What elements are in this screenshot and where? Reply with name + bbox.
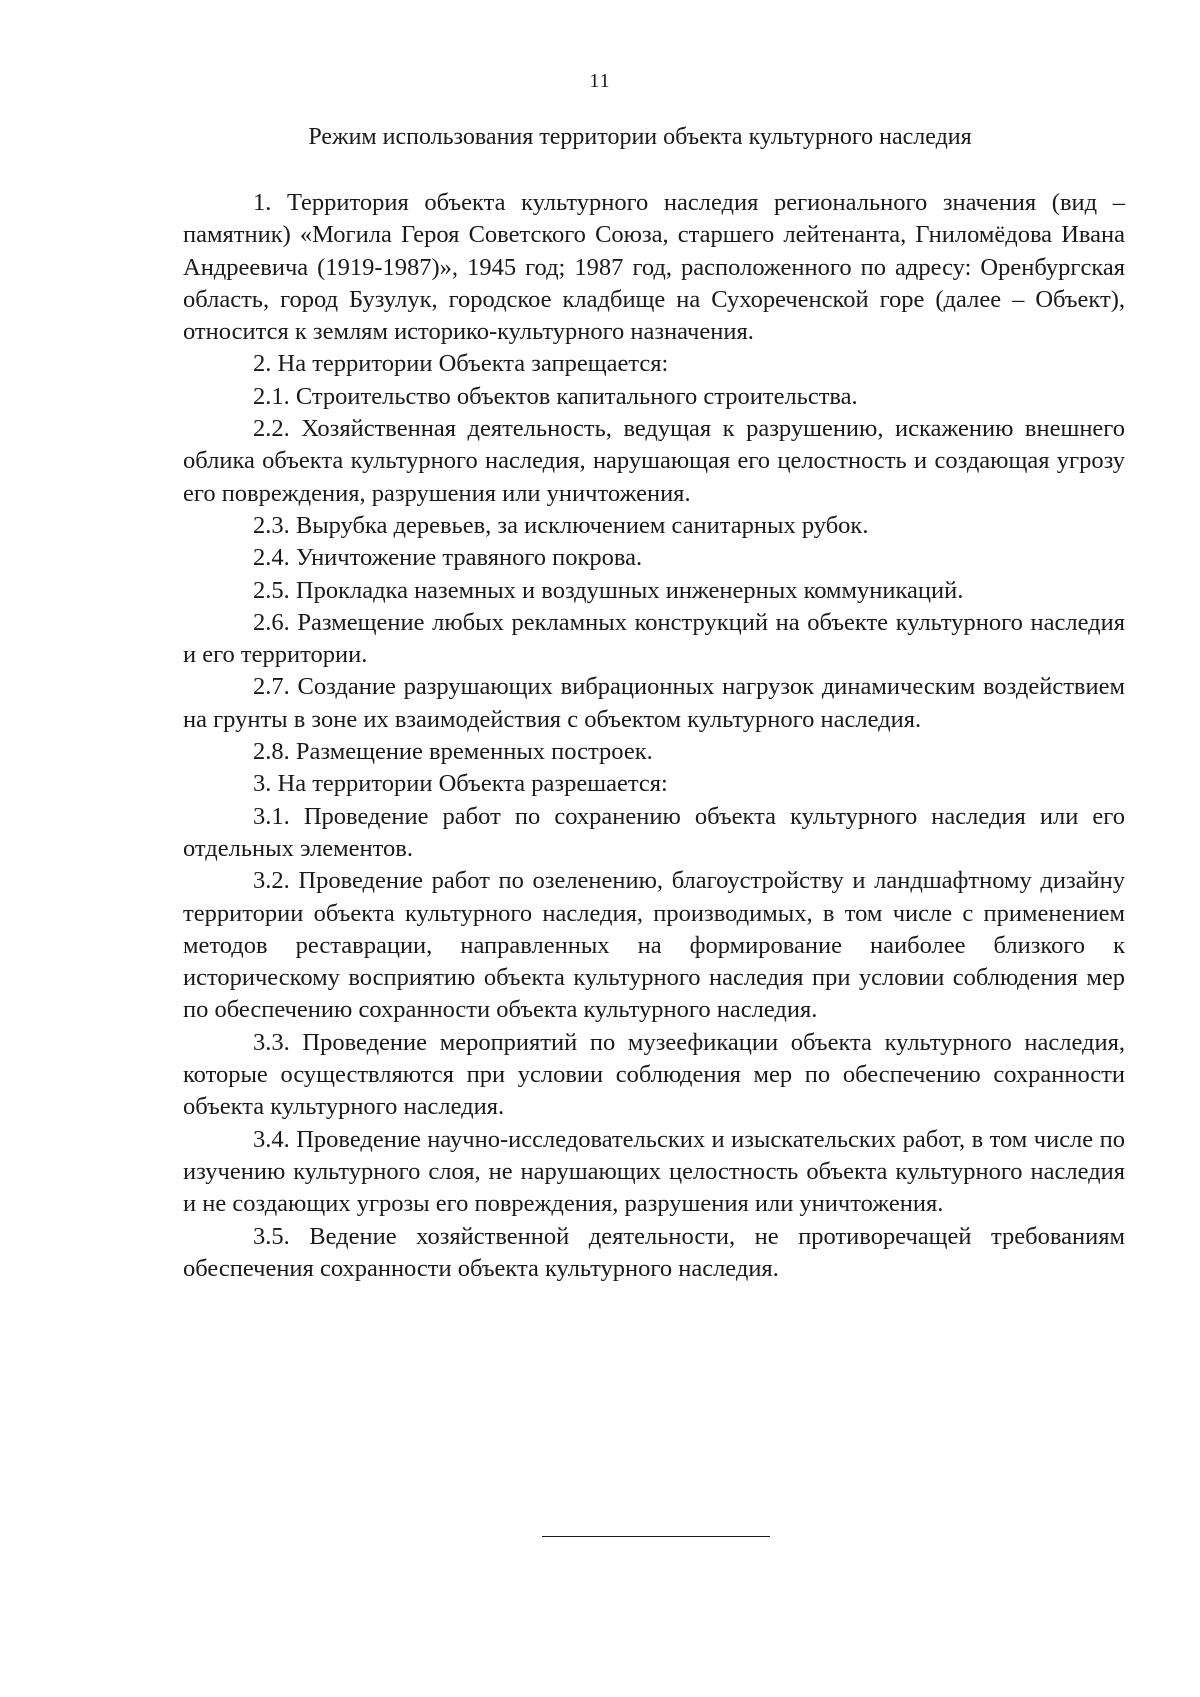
document-body [183, 187, 1125, 1285]
paragraph-2: 2. На территории Объекта запрещается: [253, 350, 669, 378]
page-number: 11 [589, 70, 611, 92]
footer-divider [542, 1536, 770, 1537]
paragraph-3-1: 3.1. Проведение работ по сохранению объекта культурного наследия или его отдельных элементов. [183, 802, 1125, 862]
paragraph-3-2: 3.2. Проведение работ по озеленению, благоустройству и ландшафтному дизайну территории объекта культурного наследия, производимых, в том числе с применением методов реставрации, направленных на формирование наиболее близкого к историческому восприятию объекта культурного наследия при условии соблюдения мер по обеспечению сохранности объекта культурного наследия. [183, 867, 1125, 1024]
paragraph-2-2: 2.2. Хозяйственная деятельность, ведущая к разрушению, искажению внешнего облика объекта культурного наследия, нарушающая его целостность и создающая угрозу его повреждения, разрушения или уничтожения. [183, 415, 1125, 507]
paragraph-3-4: 3.4. Проведение научно-исследовательских и изыскательских работ, в том числе по изучению культурного слоя, не нарушающих целостность объекта культурного наследия и не создающих угрозы его повреждения, разрушения или уничтожения. [183, 1125, 1125, 1218]
paragraph-2-1: 2.1. Строительство объектов капитального строительства. [253, 382, 858, 410]
paragraph-2-6: 2.6. Размещение любых рекламных конструкций на объекте культурного наследия и его территории. [183, 608, 1125, 669]
paragraph-2-3: 2.3. Вырубка деревьев, за исключением санитарных рубок. [253, 511, 869, 539]
page-title: Режим использования территории объекта культурного наследия [308, 124, 972, 150]
paragraph-2-4: 2.4. Уничтожение травяного покрова. [253, 544, 643, 572]
paragraph-1: 1. Территория объекта культурного наследия регионального значения (вид – памятник) «Могила Героя Советского Союза, старшего лейтенанта, Гниломёдова Ивана Андреевича (1919-1987)», 1945 год; 1987 год, расположенного по адресу: Оренбургская область, город Бузулук, городское кладбище на Сухореченской горе (далее – Объект), относится к землям историко-культурного назначения. [183, 189, 1125, 346]
paragraph-2-7: 2.7. Создание разрушающих вибрационных нагрузок динамическим воздействием на грунты в зоне их взаимодействия с объектом культурного наследия. [183, 673, 1125, 733]
paragraph-2-5: 2.5. Прокладка наземных и воздушных инженерных коммуникаций. [253, 576, 964, 604]
paragraph-3-3: 3.3. Проведение мероприятий по музеефикации объекта культурного наследия, которые осуществляются при условии соблюдения мер по обеспечению сохранности объекта культурного наследия. [183, 1028, 1125, 1121]
paragraph-3: 3. На территории Объекта разрешается: [253, 770, 668, 798]
paragraph-2-8: 2.8. Размещение временных построек. [253, 738, 653, 766]
paragraph-3-5: 3.5. Ведение хозяйственной деятельности, не противоречащей требованиям обеспечения сохранности объекта культурного наследия. [183, 1222, 1125, 1282]
